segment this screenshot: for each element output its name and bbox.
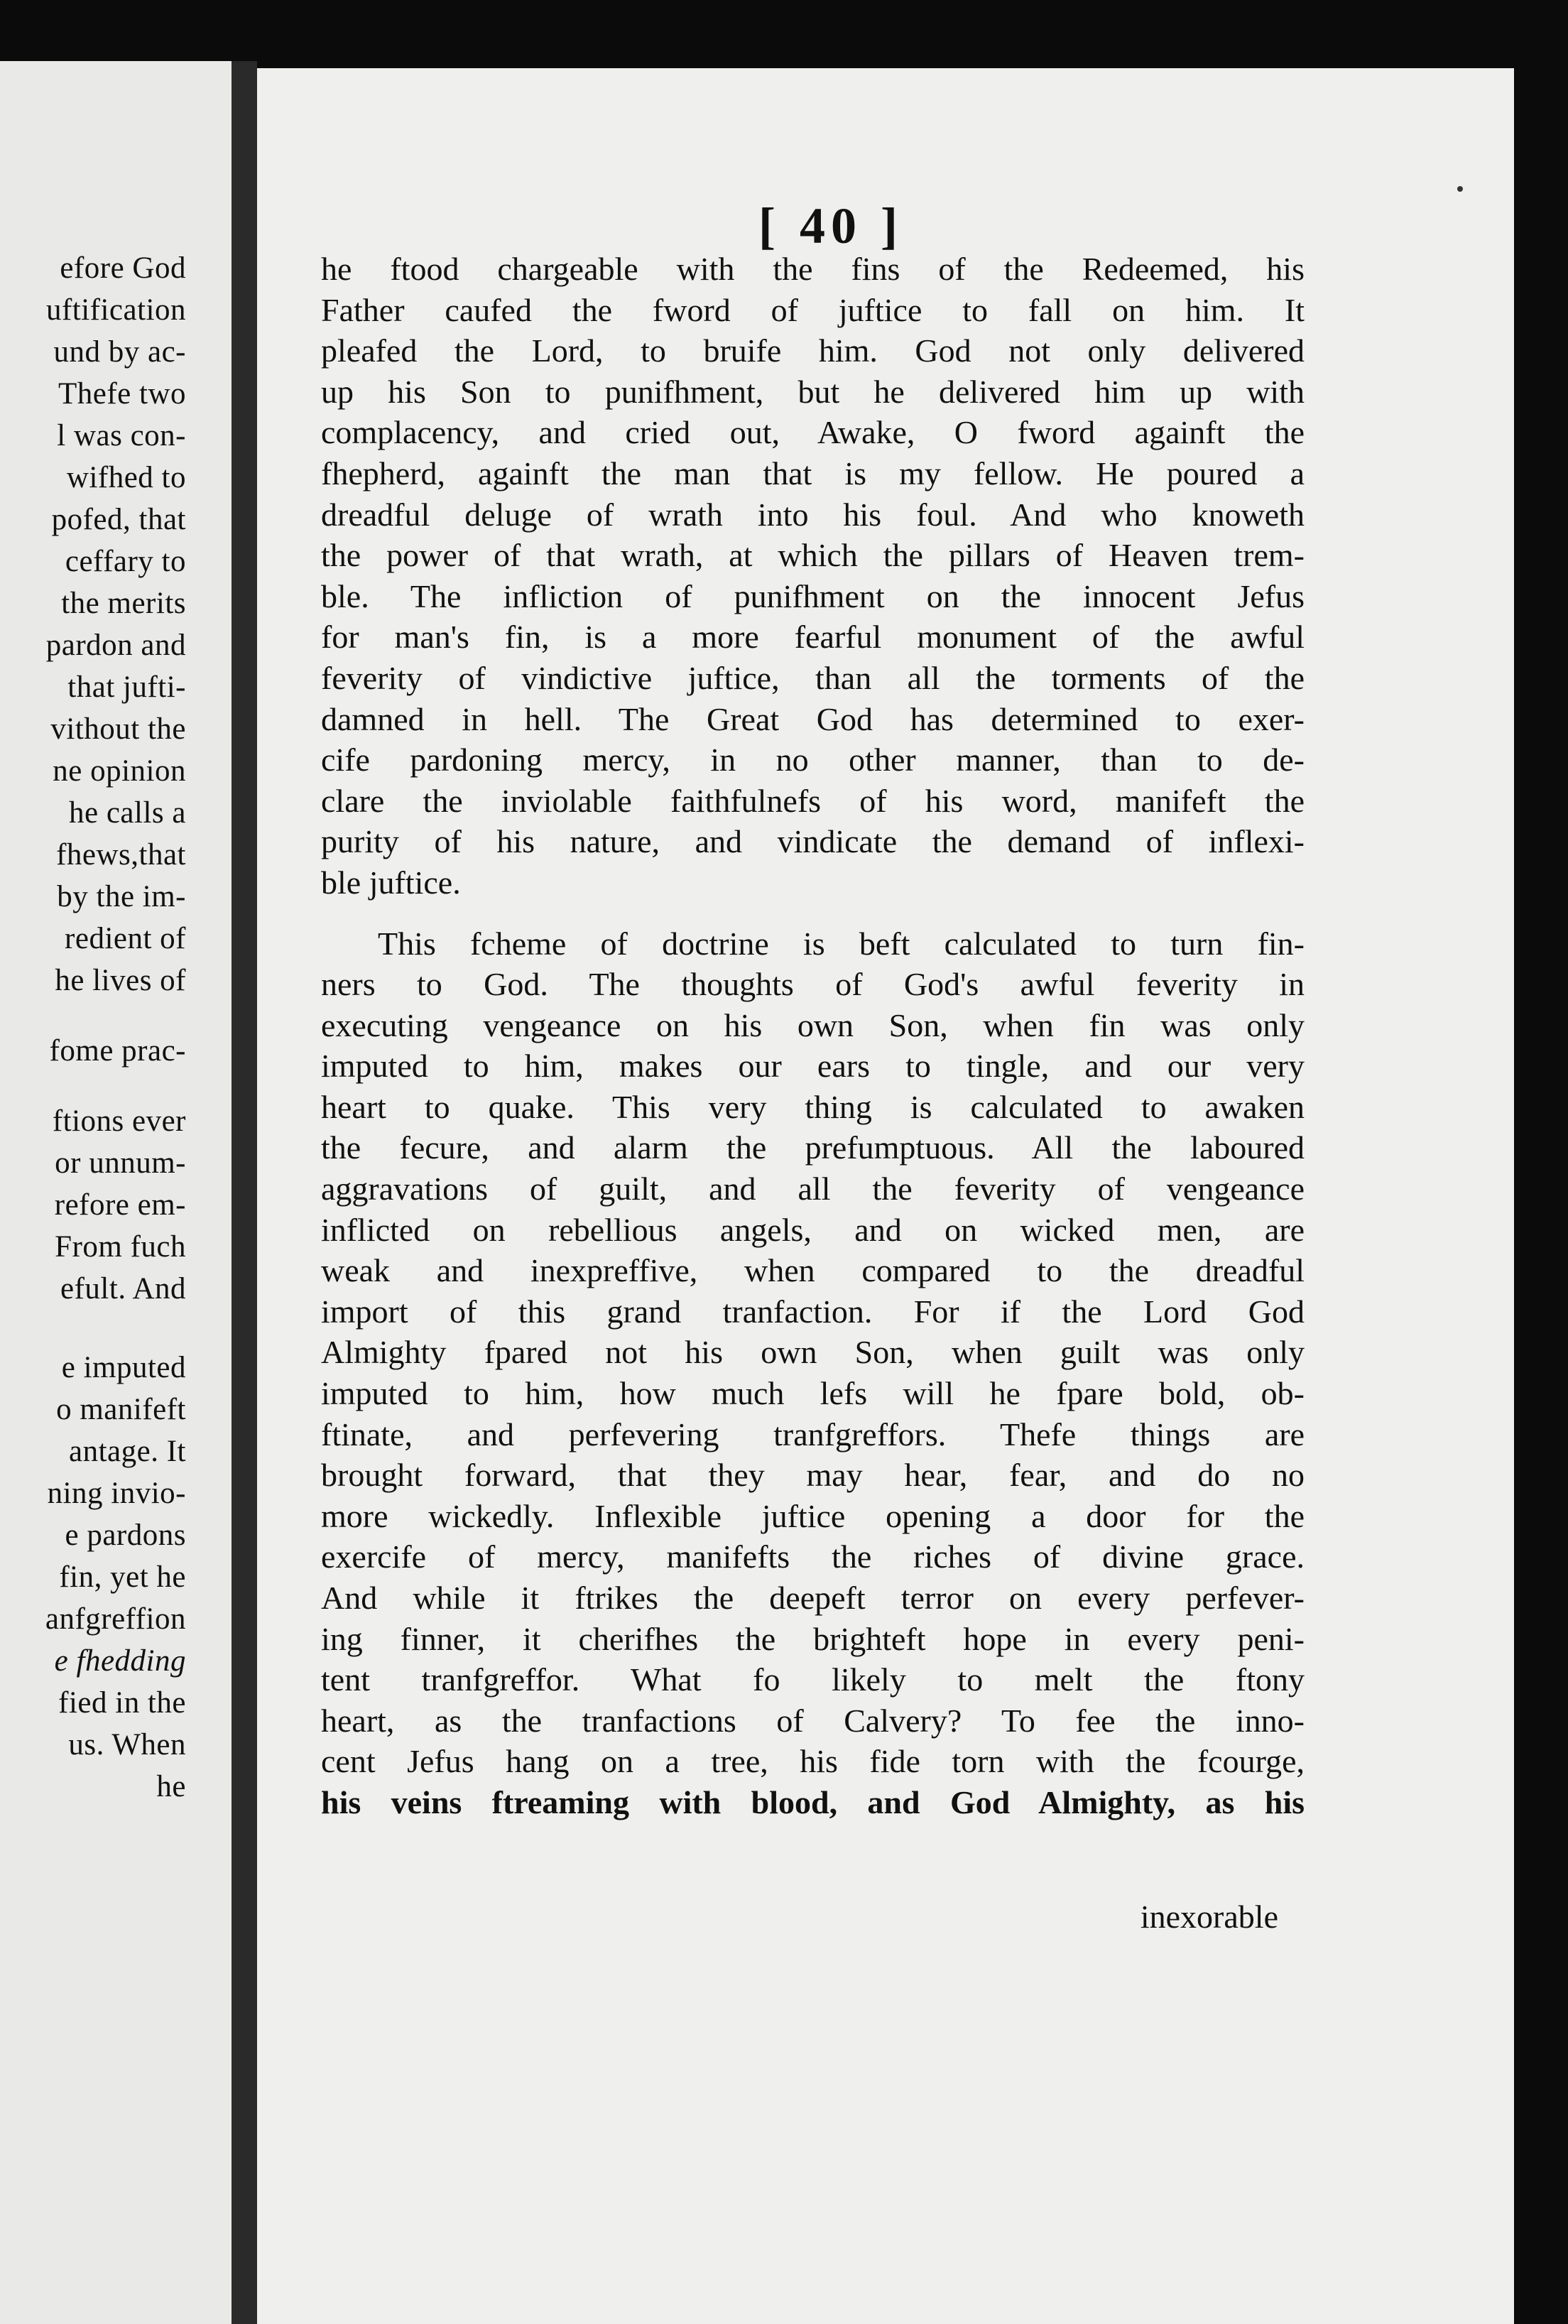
text-line: weak and inexpreffive, when compared to the dreadful bbox=[321, 1252, 1305, 1289]
left-line: Thefe two bbox=[58, 377, 186, 411]
text-line: dreadful deluge of wrath into his foul. And who knoweth bbox=[321, 496, 1305, 533]
text-line: brought forward, that they may hear, fear, and do no bbox=[321, 1457, 1305, 1494]
left-line: l was con- bbox=[57, 419, 186, 452]
book-gutter bbox=[232, 61, 257, 2324]
left-line: he bbox=[156, 1770, 186, 1803]
text-line: the power of that wrath, at which the pillars of Heaven trem- bbox=[321, 537, 1305, 574]
left-line: by the im- bbox=[57, 880, 186, 913]
text-line: imputed to him, how much lefs will he fpare bold, ob- bbox=[321, 1375, 1305, 1412]
left-line: ceffary to bbox=[65, 545, 186, 578]
left-line: pofed, that bbox=[51, 503, 186, 536]
left-line: refore em- bbox=[54, 1188, 186, 1222]
text-line: cife pardoning mercy, in no other manner, than to de- bbox=[321, 742, 1305, 778]
catchword: inexorable bbox=[1140, 1899, 1278, 1935]
text-line: more wickedly. Inflexible juftice opening a door for the bbox=[321, 1497, 1305, 1534]
text-line: ble juftice. bbox=[321, 864, 461, 901]
text-line: ing finner, it cherifhes the brighteft hope in every peni- bbox=[321, 1620, 1305, 1657]
text-line: heart to quake. This very thing is calculated to awaken bbox=[321, 1088, 1305, 1125]
left-line: or unnum- bbox=[55, 1146, 186, 1180]
left-line: fied in the bbox=[58, 1686, 186, 1720]
page-number: [ 40 ] bbox=[758, 197, 903, 254]
left-line: antage. It bbox=[69, 1435, 186, 1468]
left-line: efult. And bbox=[60, 1272, 186, 1305]
left-line: he calls a bbox=[69, 796, 186, 830]
text-line: he ftood chargeable with the fins of the Redeemed, his bbox=[321, 251, 1305, 287]
text-line: feverity of vindictive juftice, than all the torments of the bbox=[321, 659, 1305, 696]
text-line: Almighty fpared not his own Son, when guilt was only bbox=[321, 1334, 1305, 1371]
text-line: ners to God. The thoughts of God's awful feverity in bbox=[321, 966, 1305, 1003]
text-line: aggravations of guilt, and all the feverity of vengeance bbox=[321, 1171, 1305, 1207]
text-line: ble. The infliction of punifhment on the innocent Jefus bbox=[321, 577, 1305, 614]
text-line: purity of his nature, and vindicate the demand of inflexi- bbox=[321, 823, 1305, 860]
text-line: And while it ftrikes the deepeft terror on every perfever- bbox=[321, 1580, 1305, 1616]
text-line: up his Son to punifhment, but he delivered him up with bbox=[321, 373, 1305, 410]
text-line: his veins ftreaming with blood, and God Almighty, as his bbox=[321, 1783, 1305, 1820]
text-line: cent Jefus hang on a tree, his fide torn with the fcourge, bbox=[321, 1743, 1305, 1780]
left-line: ftions ever bbox=[52, 1104, 186, 1138]
left-line: he lives of bbox=[55, 964, 186, 997]
left-line: anfgreffion bbox=[45, 1602, 186, 1636]
left-line: vithout the bbox=[50, 712, 186, 746]
left-line: redient of bbox=[65, 922, 186, 955]
left-line: From fuch bbox=[55, 1230, 186, 1264]
left-line: fhews,that bbox=[56, 838, 186, 872]
left-line: und by ac- bbox=[53, 335, 186, 369]
left-line: ning invio- bbox=[47, 1477, 186, 1510]
text-line: inflicted on rebellious angels, and on wicked men, are bbox=[321, 1211, 1305, 1248]
text-line: tent tranfgreffor. What fo likely to melt the ftony bbox=[321, 1661, 1305, 1698]
text-line: complacency, and cried out, Awake, O fword againft the bbox=[321, 414, 1305, 451]
text-line: import of this grand tranfaction. For if the Lord God bbox=[321, 1293, 1305, 1330]
text-line: imputed to him, makes our ears to tingle, and our very bbox=[321, 1048, 1305, 1085]
left-line: fome prac- bbox=[49, 1034, 186, 1068]
text-line: fhepherd, againft the man that is my fellow. He poured a bbox=[321, 455, 1305, 492]
main-text-block bbox=[321, 249, 1305, 1823]
left-line: fin, yet he bbox=[59, 1560, 186, 1594]
left-line: us. When bbox=[68, 1728, 186, 1761]
ink-speck bbox=[1457, 186, 1463, 192]
text-line: pleafed the Lord, to bruife him. God not only delivered bbox=[321, 332, 1305, 369]
text-line: Father caufed the fword of juftice to fall on him. It bbox=[321, 291, 1305, 328]
left-line: pardon and bbox=[45, 629, 186, 662]
left-page-fragment bbox=[0, 61, 232, 2324]
text-line: This fcheme of doctrine is beft calculated to turn fin- bbox=[378, 925, 1305, 962]
text-line: heart, as the tranfactions of Calvery? To fee the inno- bbox=[321, 1702, 1305, 1739]
text-line: damned in hell. The Great God has determined to exer- bbox=[321, 700, 1305, 737]
left-line: e imputed bbox=[61, 1351, 186, 1384]
text-line: exercife of mercy, manifefts the riches of divine grace. bbox=[321, 1538, 1305, 1575]
left-line: e pardons bbox=[65, 1519, 186, 1552]
left-line: ne opinion bbox=[53, 754, 186, 788]
text-line: clare the inviolable faithfulnefs of his word, manifeft the bbox=[321, 782, 1305, 819]
text-line: executing vengeance on his own Son, when fin was only bbox=[321, 1006, 1305, 1043]
text-line: ftinate, and perfevering tranfgreffors. Thefe things are bbox=[321, 1416, 1305, 1452]
left-page-text bbox=[0, 247, 186, 1808]
text-line: the fecure, and alarm the prefumptuous. All the laboured bbox=[321, 1129, 1305, 1166]
left-line: uftification bbox=[45, 293, 186, 327]
text-line: for man's fin, is a more fearful monument of the awful bbox=[321, 619, 1305, 656]
left-line: efore God bbox=[60, 251, 186, 285]
left-line: o manifeft bbox=[56, 1393, 186, 1426]
left-line: wifhed to bbox=[66, 461, 186, 494]
left-line: e fhedding bbox=[54, 1644, 186, 1678]
left-line: the merits bbox=[61, 587, 186, 620]
left-line: that jufti- bbox=[67, 670, 186, 704]
